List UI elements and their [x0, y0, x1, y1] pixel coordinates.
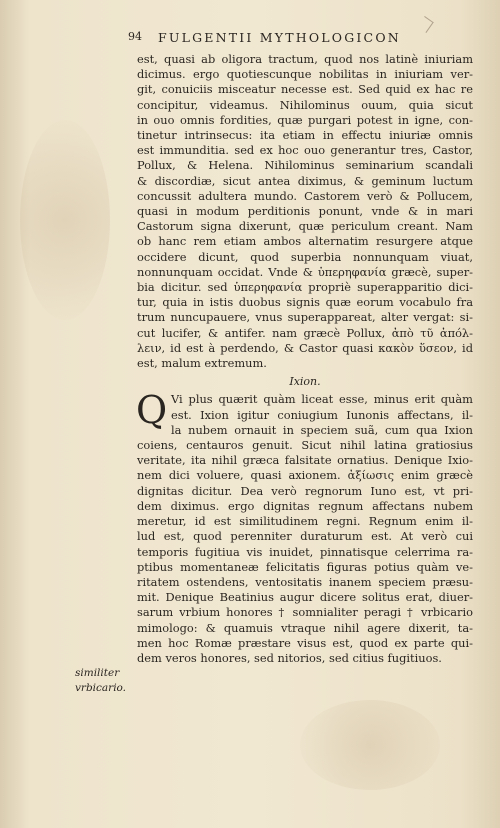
text-line: cut lucifer, & antifer. nam græcè Pollux, ἀπὸ τῦ ἀπόλ- [137, 325, 473, 340]
text-line: trum nuncupauere, vnus superappareat, alter vergat: si- [137, 310, 473, 325]
text-line: ptibus momentaneæ felicitatis figuras potius quàm ve- [137, 559, 473, 574]
text-line: men hoc Romæ præstare visus est, quod ex parte qui- [137, 635, 473, 650]
margin-note [75, 666, 137, 696]
text-line: veritate, ita nihil græca falsitate ornatius. Denique Ixio- [137, 453, 473, 468]
text-line: dicimus. ergo quotiescunque nobilitas in iniuriam ver- [137, 67, 473, 82]
text-line: mimologo: & quamuis vtraque nihil agere dixerit, ta- [137, 620, 473, 635]
text-line: dem diximus. ergo dignitas regnum affectans nubem [137, 498, 473, 513]
paragraph-castor-pollux [137, 52, 473, 371]
text-line: tinetur intrinsecus: ita etiam in effectu iniuriæ omnis [137, 128, 473, 143]
text-line: λειν, id est à perdendo, & Castor quasi κακὸν ὕσεον, id [137, 340, 473, 355]
text-line: concussit adultera mundo. Castorem verò & Pollucem, [137, 188, 473, 203]
text-line: in ouo omnis fordities, quæ purgari potest in igne, con- [137, 112, 473, 127]
text-line: coiens, centauros genuit. Sicut nihil latina gratiosius [137, 438, 473, 453]
paper-stain [300, 700, 440, 790]
text-line: mit. Denique Beatinius augur dicere solitus erat, diuer- [137, 590, 473, 605]
text-line: nem dici voluere, quasi axionem. ἀξίωσις enim græcè [137, 468, 473, 483]
text-line: dignitas dicitur. Dea verò regnorum Iuno est, vt pri- [137, 483, 473, 498]
text-line: est, malum extremum. [137, 356, 267, 371]
page-number: 94 [128, 30, 142, 43]
section-heading: Ixion. [289, 375, 321, 389]
text-line: & discordiæ, sicut antea diximus, & geminum luctum [137, 173, 473, 188]
text-line: est. Ixion igitur coniugium Iunonis affectans, il- [171, 407, 473, 422]
running-title: FULGENTII MYTHOLOGICON [158, 30, 401, 45]
text-line: Pollux, & Helena. Nihilominus seminarium scandali [137, 158, 473, 173]
text-line: ob hanc rem etiam ambos alternatim resurgere atque [137, 234, 473, 249]
text-line: bia dicitur. sed ὑπερηφανία propriè superapparitio dici- [137, 280, 473, 295]
paper-stain [20, 120, 110, 320]
margin-note-line: vrbicario. [75, 682, 127, 694]
text-line: concipitur, videamus. Nihilominus ouum, quia sicut [137, 97, 473, 112]
main-text-block [137, 52, 473, 666]
text-line: tur, quia in istis duobus signis quæ eorum vocabulo fra [137, 295, 473, 310]
text-line: temporis fugitiua vis inuidet, pinnatisque celerrima ra- [137, 544, 473, 559]
text-line: quasi in modum perditionis ponunt, vnde & in mari [137, 204, 473, 219]
text-line: dem veros honores, sed nitorios, sed citius fugitiuos. [137, 650, 442, 665]
text-line: occidere dicunt, quod superbia nonnunquam viuat, [137, 249, 473, 264]
text-line: meretur, id est similitudinem regni. Regnum enim il- [137, 514, 473, 529]
text-line: lud est, quod perenniter duraturum est. At verò cui [137, 529, 473, 544]
text-line: nonnunquam occidat. Vnde & ὑπερηφανία græcè, super- [137, 264, 473, 279]
text-line: ritatem ostendens, ventositatis inanem speciem præsu- [137, 574, 473, 589]
page-corner-mark [417, 16, 433, 33]
text-line: sarum vrbium honores † somnialiter peragi † vrbicario [137, 605, 473, 620]
text-line: Castorum signa dixerunt, quæ periculum creant. Nam [137, 219, 473, 234]
text-line: est, quasi ab oligora tractum, quod nos latinè iniuriam [137, 52, 473, 66]
margin-note-line: similiter [75, 667, 120, 679]
text-line: Vi plus quærit quàm liceat esse, minus erit quàm [171, 392, 473, 407]
drop-capital: Q [136, 388, 168, 433]
paragraph-ixion [136, 388, 473, 666]
text-line: git, conuiciis misceatur necesse est. Sed quid ex hac re [137, 82, 473, 97]
text-line: est immunditia. sed ex hoc ouo generantur tres, Castor, [137, 143, 473, 158]
text-line: la nubem ornauit in speciem suã, cum qua Ixion [171, 422, 473, 437]
